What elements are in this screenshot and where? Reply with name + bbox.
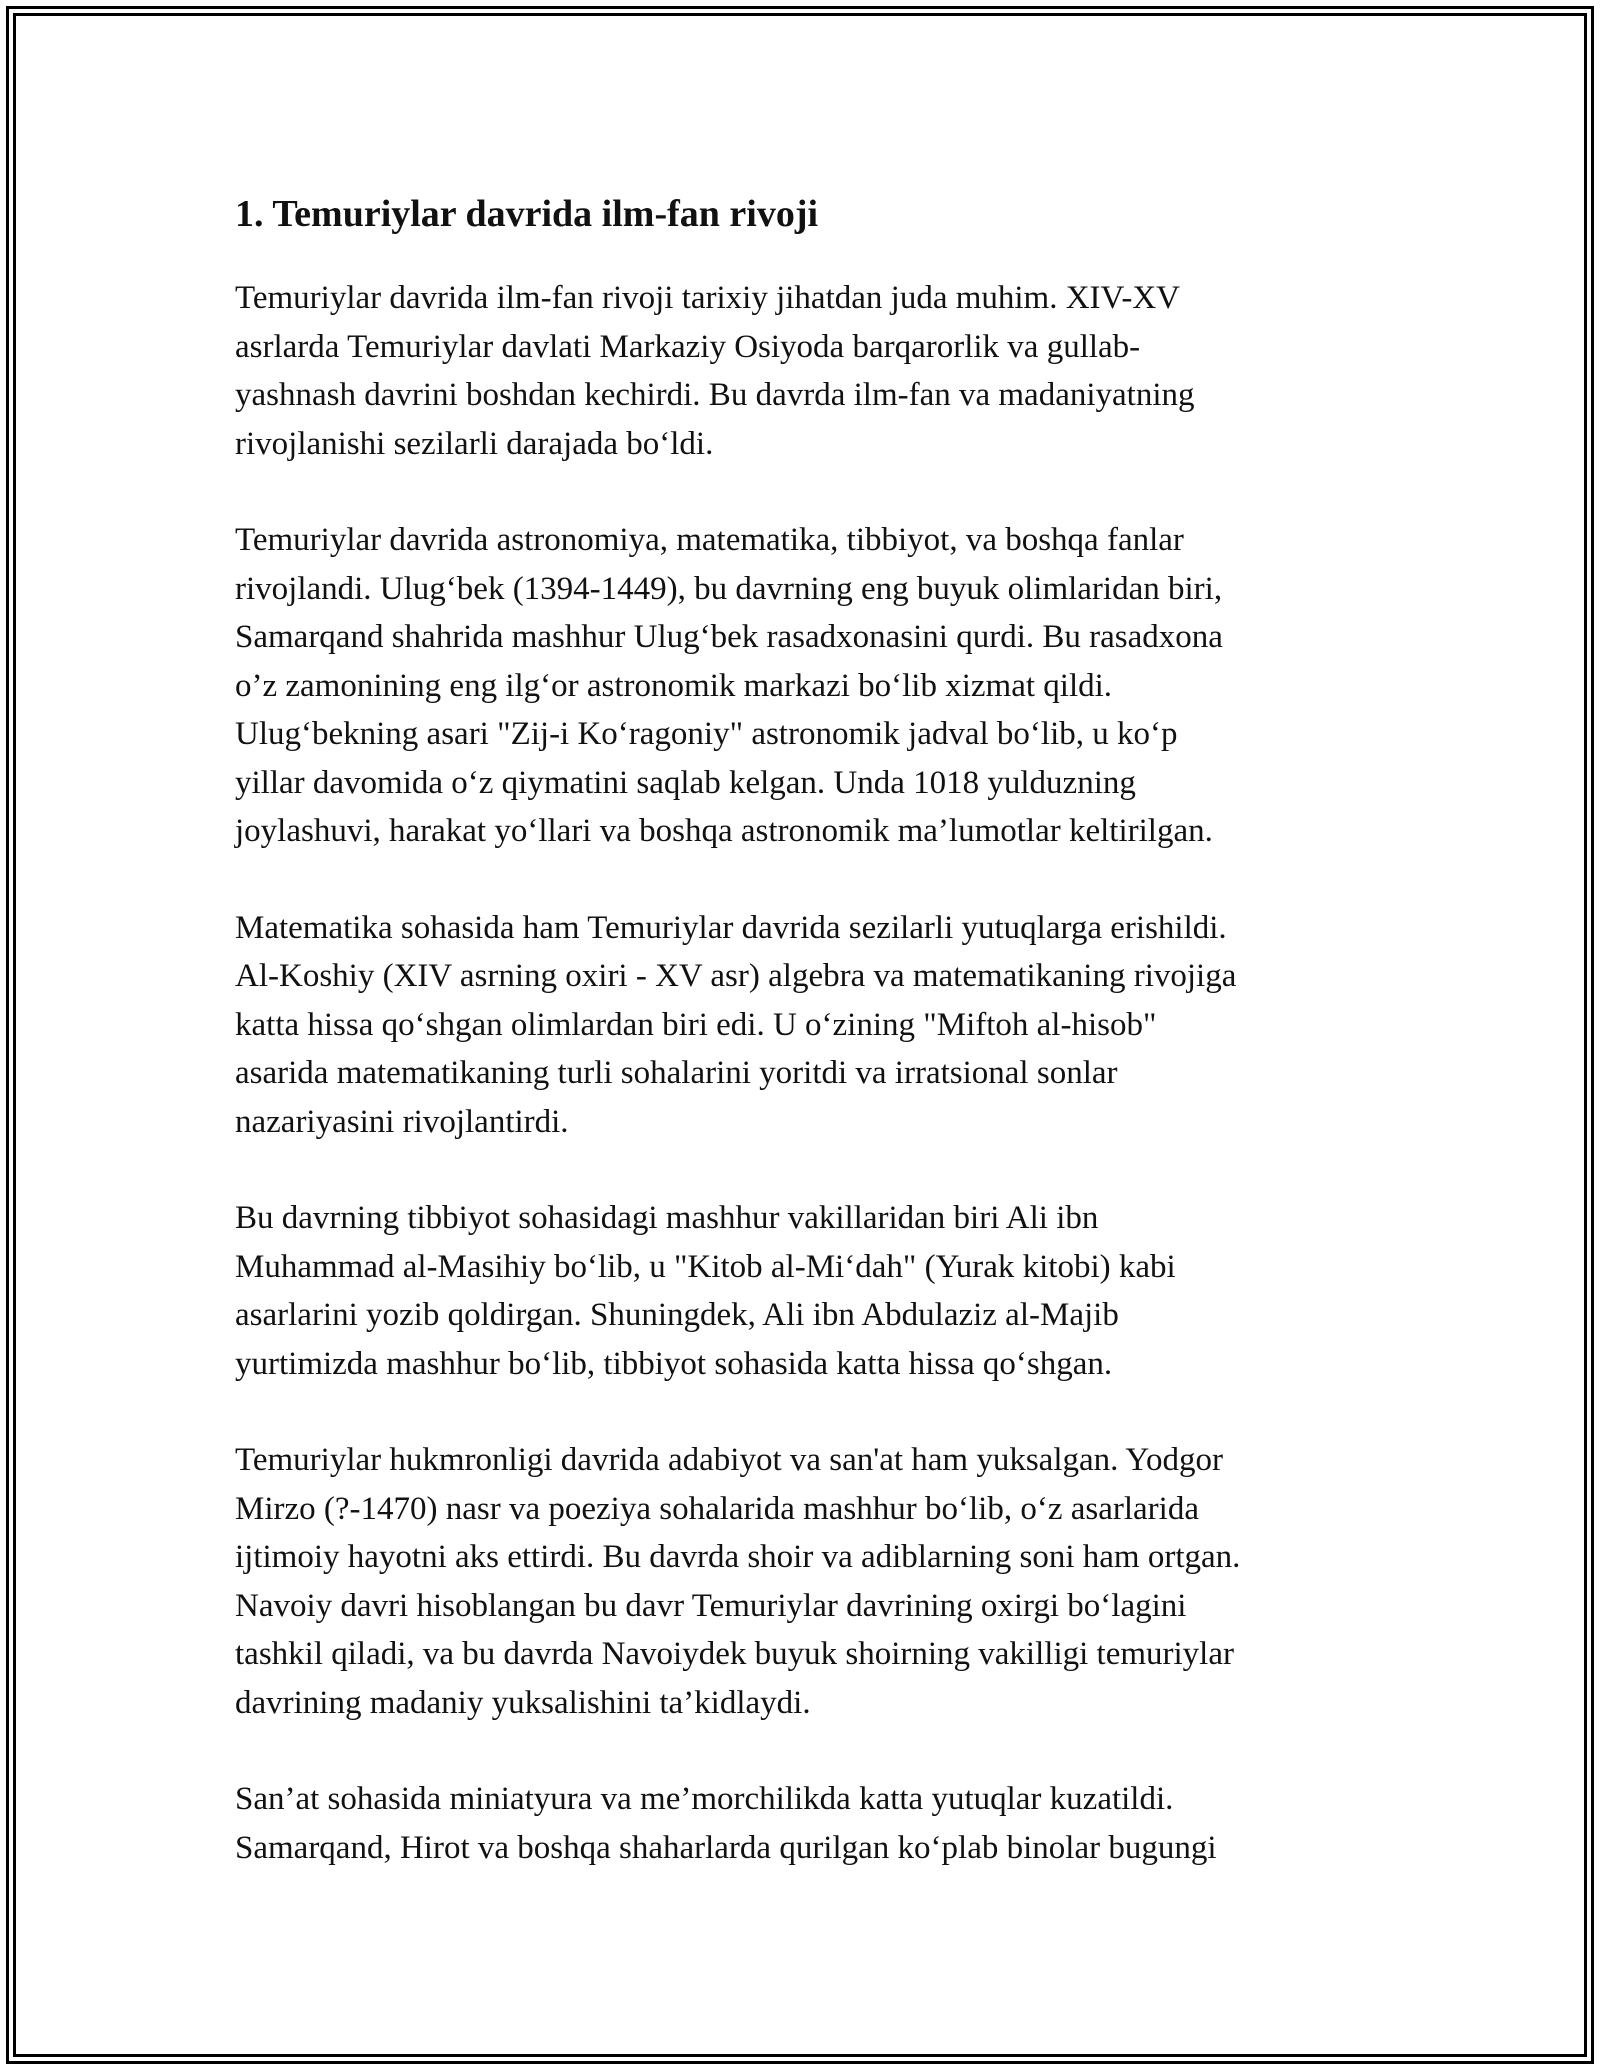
text-line: yillar davomida o‘z qiymatini saqlab kelgan. Unda 1018 yulduzning [235,764,1136,801]
paragraph-art [235,1775,1370,1872]
text-line: o’z zamonining eng ilg‘or astronomik markazi bo‘lib xizmat qildi. [235,667,1113,704]
text-line: rivojlandi. Ulug‘bek (1394-1449), bu davrning eng buyuk olimlaridan biri, [235,570,1223,607]
text-line: tashkil qiladi, va bu davrda Navoiydek buyuk shoirning vakilligi temuriylar [235,1636,1234,1672]
paragraph-literature [235,1436,1370,1727]
text-line: davrining madaniy yuksalishini ta’kidlaydi. [235,1684,811,1721]
text-line: asarida matematikaning turli sohalarini yoritdi va irratsional sonlar [235,1055,1118,1091]
text-line: yurtimizda mashhur bo‘lib, tibbiyot sohasida katta hissa qo‘shgan. [235,1345,1113,1382]
text-line: joylashuvi, harakat yo‘llari va boshqa astronomik ma’lumotlar keltirilgan. [235,813,1213,849]
text-line: Mirzo (?-1470) nasr va poeziya sohalarida mashhur bo‘lib, o‘z asarlarida [235,1490,1199,1527]
text-line: Ulug‘bekning asari "Zij-i Ko‘ragoniy" astronomik jadval bo‘lib, u ko‘p [235,716,1178,752]
text-line: nazariyasini rivojlantirdi. [235,1103,569,1140]
paragraph-mathematics [235,904,1370,1147]
document-body [235,186,1370,1920]
text-line: Samarqand shahrida mashhur Ulug‘bek rasadxonasini qurdi. Bu rasadxona [235,619,1223,655]
text-line: Matematika sohasida ham Temuriylar davrida sezilarli yutuqlarga erishildi. [235,909,1227,946]
text-line: asarlarini yozib qoldirgan. Shuningdek, Ali ibn Abdulaziz al-Majib [235,1297,1119,1333]
text-line: rivojlanishi sezilarli darajada bo‘ldi. [235,425,714,462]
section-heading: 1. Temuriylar davrida ilm-fan rivoji [235,193,819,235]
paragraph-astronomy [235,516,1370,856]
text-line: Muhammad al-Masihiy bo‘lib, u "Kitob al-Mi‘dah" (Yurak kitobi) kabi [235,1248,1176,1285]
text-line: Navoiy davri hisoblangan bu davr Temuriylar davrining oxirgi bo‘lagini [235,1587,1187,1624]
text-line: yashnash davrini boshdan kechirdi. Bu davrda ilm-fan va madaniyatning [235,377,1195,413]
text-line: ijtimoiy hayotni aks ettirdi. Bu davrda shoir va adiblarning soni ham ortgan. [235,1539,1241,1575]
text-line: Temuriylar davrida ilm-fan rivoji tarixiy jihatdan juda muhim. XIV-XV [235,280,1180,316]
paragraph-intro [235,274,1370,468]
text-line: katta hissa qo‘shgan olimlardan biri edi. U o‘zining "Miftoh al-hisob" [235,1006,1157,1043]
text-line: Bu davrning tibbiyot sohasidagi mashhur vakillaridan biri Ali ibn [235,1200,1099,1236]
text-line: asrlarda Temuriylar davlati Markaziy Osiyoda barqarorlik va gullab- [235,328,1141,365]
text-line: San’at sohasida miniatyura va me’morchilikda katta yutuqlar kuzatildi. [235,1781,1174,1817]
text-line: Temuriylar hukmronligi davrida adabiyot va san'at ham yuksalgan. Yodgor [235,1442,1223,1478]
paragraph-medicine [235,1194,1370,1388]
text-line: Temuriylar davrida astronomiya, matematika, tibbiyot, va boshqa fanlar [235,522,1184,558]
text-line: Samarqand, Hirot va boshqa shaharlarda qurilgan ko‘plab binolar bugungi [235,1829,1217,1866]
text-line: Al-Koshiy (XIV asrning oxiri - XV asr) algebra va matematikaning rivojiga [235,958,1237,994]
